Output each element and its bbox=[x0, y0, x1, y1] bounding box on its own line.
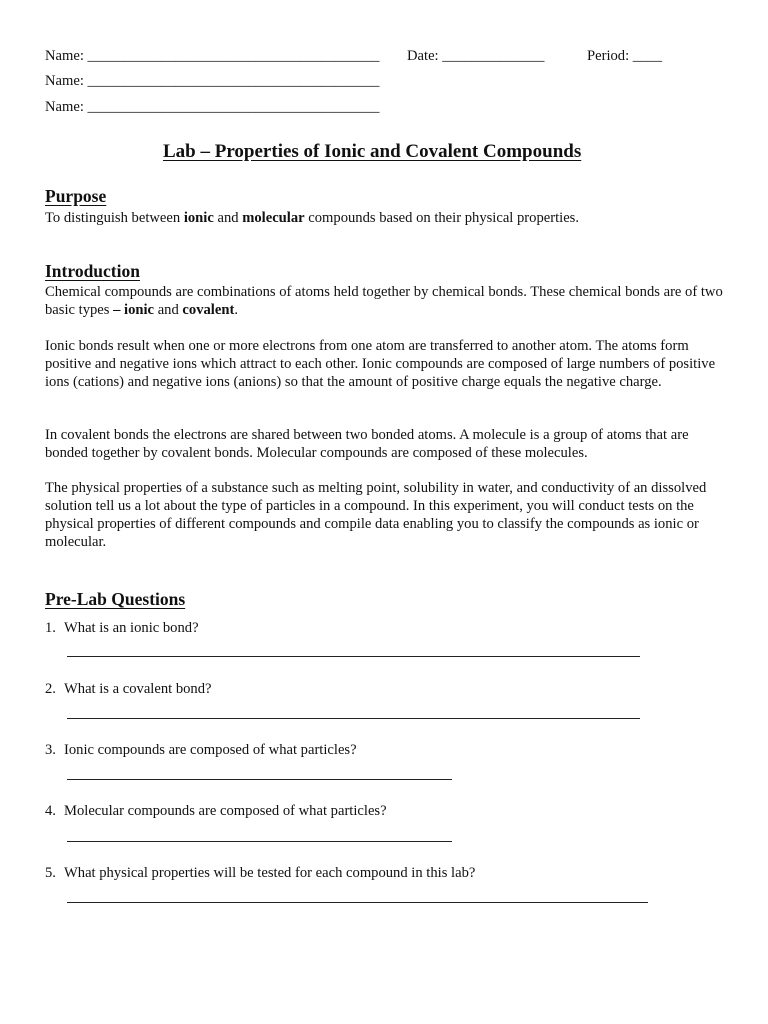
name-field-3[interactable]: Name: ________________________________________ bbox=[45, 99, 380, 115]
purpose-text: To distinguish between ionic and molecular compounds based on their physical properties. bbox=[45, 210, 580, 226]
date-field[interactable]: Date: ______________ bbox=[407, 48, 545, 64]
period-field[interactable]: Period: ____ bbox=[587, 48, 662, 64]
answer-line-4[interactable] bbox=[67, 841, 452, 842]
question-3: 3. Ionic compounds are composed of what particles? bbox=[45, 742, 357, 758]
page-title: Lab – Properties of Ionic and Covalent Compounds bbox=[163, 141, 582, 162]
intro-paragraph-3: In covalent bonds the electrons are shared between two bonded atoms. A molecule is a group of atoms that are bonded together by covalent bonds. Molecular compounds are composed of these molecules. bbox=[45, 427, 689, 461]
question-1: 1. What is an ionic bond? bbox=[45, 620, 199, 636]
intro-paragraph-4: The physical properties of a substance such as melting point, solubility in water, and conductivity of an dissolved solution tell us a lot about the type of particles in a compound. In this experiment, you will conduct tests on the physical properties of different compounds and compile data enabling you to classify the compounds as ionic or molecular. bbox=[45, 480, 707, 550]
prelab-heading: Pre-Lab Questions bbox=[45, 589, 186, 609]
intro-paragraph-2: Ionic bonds result when one or more electrons from one atom are transferred to another atom. The atoms form positive and negative ions which attract to each other. Ionic compounds are composed of large numbers of positive ions (cations) and negative ions (anions) so that the amount of positive charge equals the negative charge. bbox=[45, 338, 716, 390]
introduction-heading: Introduction bbox=[45, 261, 140, 281]
intro-paragraph-1: Chemical compounds are combinations of atoms held together by chemical bonds. These chemical bonds are of two basic types – ionic and covalent. bbox=[45, 284, 723, 318]
question-4: 4. Molecular compounds are composed of what particles? bbox=[45, 803, 387, 819]
question-5: 5. What physical properties will be tested for each compound in this lab? bbox=[45, 865, 476, 881]
bold-ionic: ionic bbox=[183, 210, 214, 226]
purpose-heading: Purpose bbox=[45, 186, 107, 206]
name-field-2[interactable]: Name: ________________________________________ bbox=[45, 73, 380, 89]
name-field-1[interactable]: Name: ________________________________________ bbox=[45, 48, 380, 64]
answer-line-2[interactable] bbox=[67, 718, 640, 719]
answer-line-3[interactable] bbox=[67, 779, 452, 780]
bold-molecular: molecular bbox=[242, 210, 305, 226]
question-2: 2. What is a covalent bond? bbox=[45, 681, 212, 697]
answer-line-5[interactable] bbox=[67, 902, 648, 903]
answer-line-1[interactable] bbox=[67, 656, 640, 657]
